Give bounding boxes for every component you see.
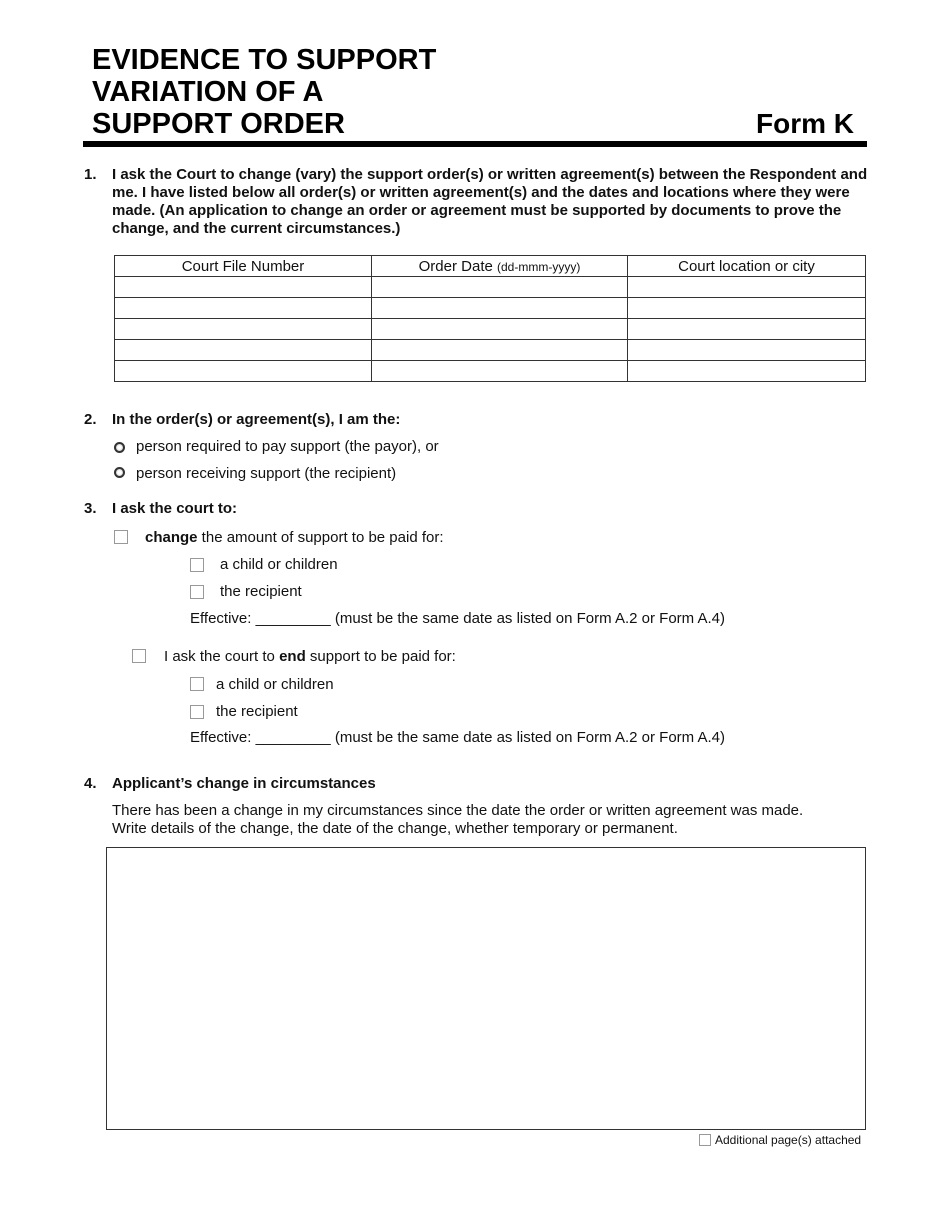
section-2-number: 2. (84, 411, 97, 428)
end-support-label (164, 648, 456, 666)
order-date-cell[interactable] (372, 277, 628, 298)
section-4-number: 4. (84, 775, 97, 792)
court-file-number-cell[interactable] (115, 340, 372, 361)
table-row (115, 298, 866, 319)
col-order-date-label: Order Date (418, 257, 493, 275)
change-child-label: a child or children (220, 556, 338, 573)
section-3-number: 3. (84, 500, 97, 517)
recipient-radio[interactable] (114, 467, 125, 478)
form-id: Form K (756, 108, 854, 139)
form-title (92, 44, 612, 140)
court-file-number-cell[interactable] (115, 298, 372, 319)
payor-radio[interactable] (114, 442, 125, 453)
order-date-cell[interactable] (372, 361, 628, 382)
table-row (115, 361, 866, 382)
col-order-date-hint: (dd-mmm-yyyy) (497, 259, 581, 274)
section-3-heading: I ask the court to: (112, 500, 238, 517)
end-child-checkbox[interactable] (190, 677, 204, 691)
end-keyword: end (279, 648, 306, 665)
change-keyword: change (145, 529, 198, 546)
order-date-cell[interactable] (372, 319, 628, 340)
form-title-line: SUPPORT ORDER (92, 108, 345, 140)
table-row (115, 277, 866, 298)
col-court-location: Court location or city (628, 256, 866, 277)
section-1-number: 1. (84, 166, 97, 183)
end-child-label: a child or children (216, 676, 334, 693)
table-row (115, 319, 866, 340)
end-recipient-checkbox[interactable] (190, 705, 204, 719)
order-date-cell[interactable] (372, 298, 628, 319)
court-location-cell[interactable] (628, 277, 866, 298)
order-date-cell[interactable] (372, 340, 628, 361)
col-court-file-number: Court File Number (115, 256, 372, 277)
court-location-cell[interactable] (628, 298, 866, 319)
change-support-checkbox[interactable] (114, 530, 128, 544)
change-recipient-checkbox[interactable] (190, 585, 204, 599)
change-support-label (145, 529, 444, 547)
table-header-row (115, 256, 866, 277)
court-location-cell[interactable] (628, 361, 866, 382)
col-order-date (372, 256, 628, 277)
change-child-checkbox[interactable] (190, 558, 204, 572)
end-recipient-label: the recipient (216, 703, 298, 720)
change-effective-line: Effective: _________ (must be the same date as listed on Form A.2 or Form A.4) (190, 610, 725, 627)
payor-option-label: person required to pay support (the payor), or (136, 438, 439, 455)
court-file-number-cell[interactable] (115, 361, 372, 382)
change-support-text: the amount of support to be paid for: (197, 529, 444, 546)
circumstances-details-field[interactable] (106, 847, 866, 1130)
end-support-prefix: I ask the court to (164, 648, 280, 665)
form-title-line: EVIDENCE TO SUPPORT (92, 44, 437, 76)
court-file-number-cell[interactable] (115, 277, 372, 298)
court-location-cell[interactable] (628, 319, 866, 340)
orders-table (114, 255, 866, 382)
additional-pages-label: Additional page(s) attached (715, 1133, 862, 1147)
table-row (115, 340, 866, 361)
end-support-checkbox[interactable] (132, 649, 146, 663)
change-recipient-label: the recipient (220, 583, 302, 600)
additional-pages-checkbox[interactable] (699, 1134, 711, 1146)
section-4-instructions-line-1: There has been a change in my circumstances since the date the order or written agreement was made. (112, 802, 804, 819)
section-1-text: I ask the Court to change (vary) the support order(s) or written agreement(s) between the Respondent and me. I have listed below all order(s) or written agreement(s) and the dates and locations where they were made. (An application to change an order or agreement must be supported by documents to prove the change, and the current circumstances.) (112, 166, 868, 237)
recipient-option-label: person receiving support (the recipient) (136, 465, 397, 482)
section-2-heading: In the order(s) or agreement(s), I am the: (112, 411, 401, 428)
court-file-number-cell[interactable] (115, 319, 372, 340)
section-4-instructions-line-2: Write details of the change, the date of the change, whether temporary or permanent. (112, 820, 678, 837)
end-support-text: support to be paid for: (305, 648, 456, 665)
court-location-cell[interactable] (628, 340, 866, 361)
form-title-line: VARIATION OF A (92, 76, 324, 108)
section-4-heading: Applicant’s change in circumstances (112, 775, 376, 792)
end-effective-line: Effective: _________ (must be the same date as listed on Form A.2 or Form A.4) (190, 729, 725, 746)
header-rule (83, 141, 867, 147)
